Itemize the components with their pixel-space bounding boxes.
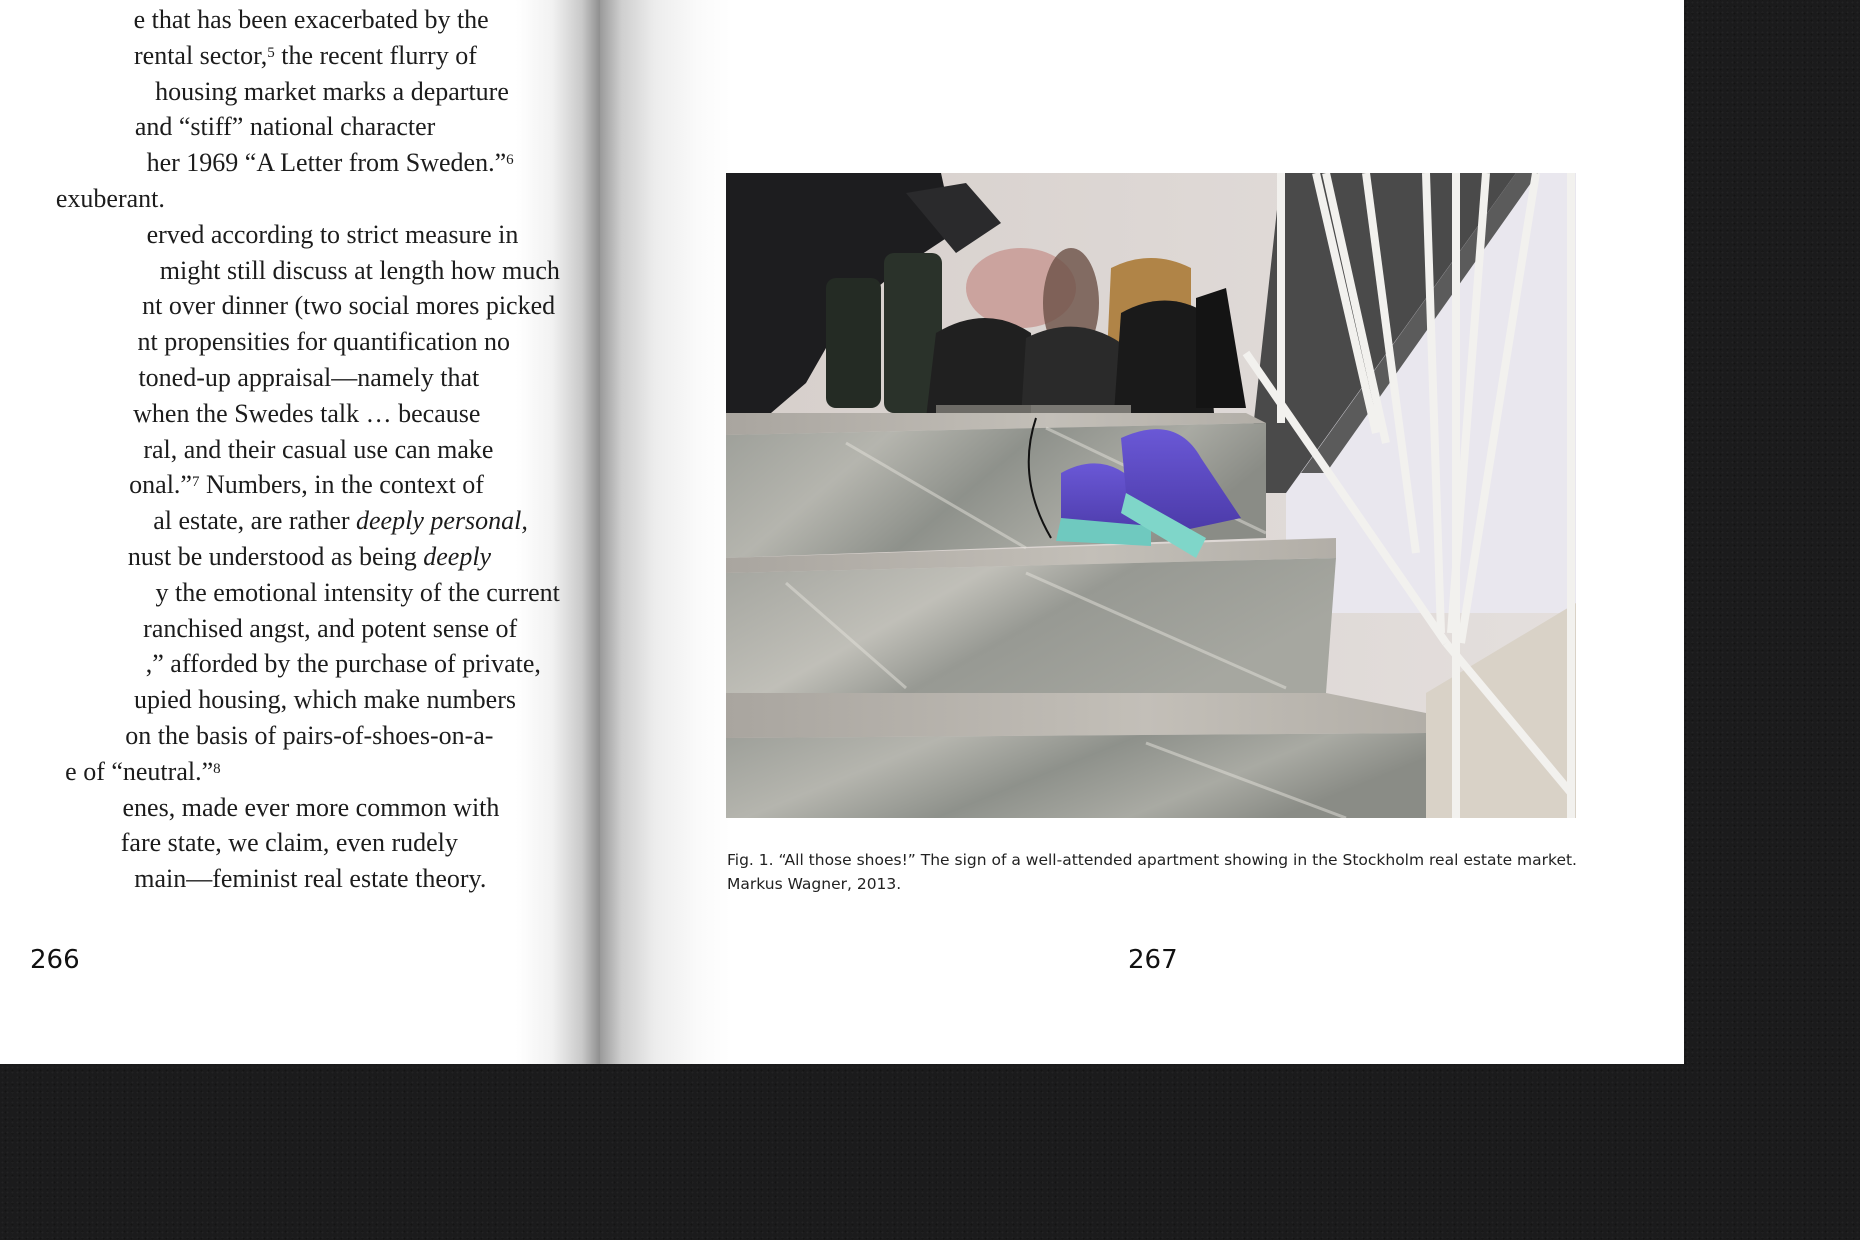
body-text-line: and “stiff” national character xyxy=(134,112,436,142)
caption-line-1: Fig. 1. “All those shoes!” The sign of a well-attended apartment showing in the Stockholm real estate market. xyxy=(727,851,1577,869)
body-text-line: toned-up appraisal—namely that xyxy=(138,362,480,392)
body-text-line: her 1969 “A Letter from Sweden.”$^6$ xyxy=(146,148,514,178)
body-text-line: rental sector,$^5$ the recent flurry of xyxy=(134,40,477,70)
page-number-left: 266 xyxy=(30,945,80,975)
body-text-line: nust be understood as being deeply xyxy=(127,541,492,571)
body-text-line: fare state, we claim, even rudely xyxy=(120,828,458,858)
left-page xyxy=(0,0,600,1064)
body-text-line: y the emotional intensity of the current xyxy=(155,577,560,607)
photo-stairs-shoes xyxy=(726,173,1576,818)
body-text-line: onal.”$^7$ Numbers, in the context of xyxy=(129,470,484,500)
body-text-line: exuberant. xyxy=(55,183,165,213)
body-text xyxy=(0,2,560,897)
body-text-line: main—feminist real estate theory. xyxy=(134,864,487,894)
body-text-line: might still discuss at length how much xyxy=(159,255,560,285)
body-text-line: erved according to strict measure in xyxy=(146,219,519,249)
body-text-line: enes, made ever more common with xyxy=(122,792,500,822)
body-text-line: ,” afforded by the purchase of private, xyxy=(145,649,541,679)
body-text-line: al estate, are rather deeply personal, xyxy=(153,506,528,536)
body-text-line: nt propensities for quantification no xyxy=(137,327,511,357)
figure-caption xyxy=(727,848,1627,896)
body-text-line: e that has been exacerbated by the xyxy=(133,5,489,34)
body-text-line: when the Swedes talk … because xyxy=(133,398,481,428)
footnote-ref: 7 xyxy=(191,474,200,491)
footnote-ref: 5 xyxy=(267,44,275,61)
body-text-line: nt over dinner (two social mores picked xyxy=(142,291,556,321)
body-text-line: on the basis of pairs-of-shoes-on-a- xyxy=(125,720,494,750)
body-text-line: ral, and their casual use can make xyxy=(143,434,494,464)
body-text-line: ranchised angst, and potent sense of xyxy=(143,613,518,643)
body-text-line: e of “neutral.”$^8$ xyxy=(65,756,221,786)
footnote-ref: 8 xyxy=(213,760,221,777)
caption-line-2: Markus Wagner, 2013. xyxy=(727,875,902,893)
body-text-line: housing market marks a departure xyxy=(155,76,509,106)
figure-photo xyxy=(726,173,1576,818)
body-text-line: upied housing, which make numbers xyxy=(134,685,516,715)
page-number-right: 267 xyxy=(1128,945,1178,975)
footnote-ref: 6 xyxy=(506,152,514,169)
right-page xyxy=(600,0,1684,1064)
